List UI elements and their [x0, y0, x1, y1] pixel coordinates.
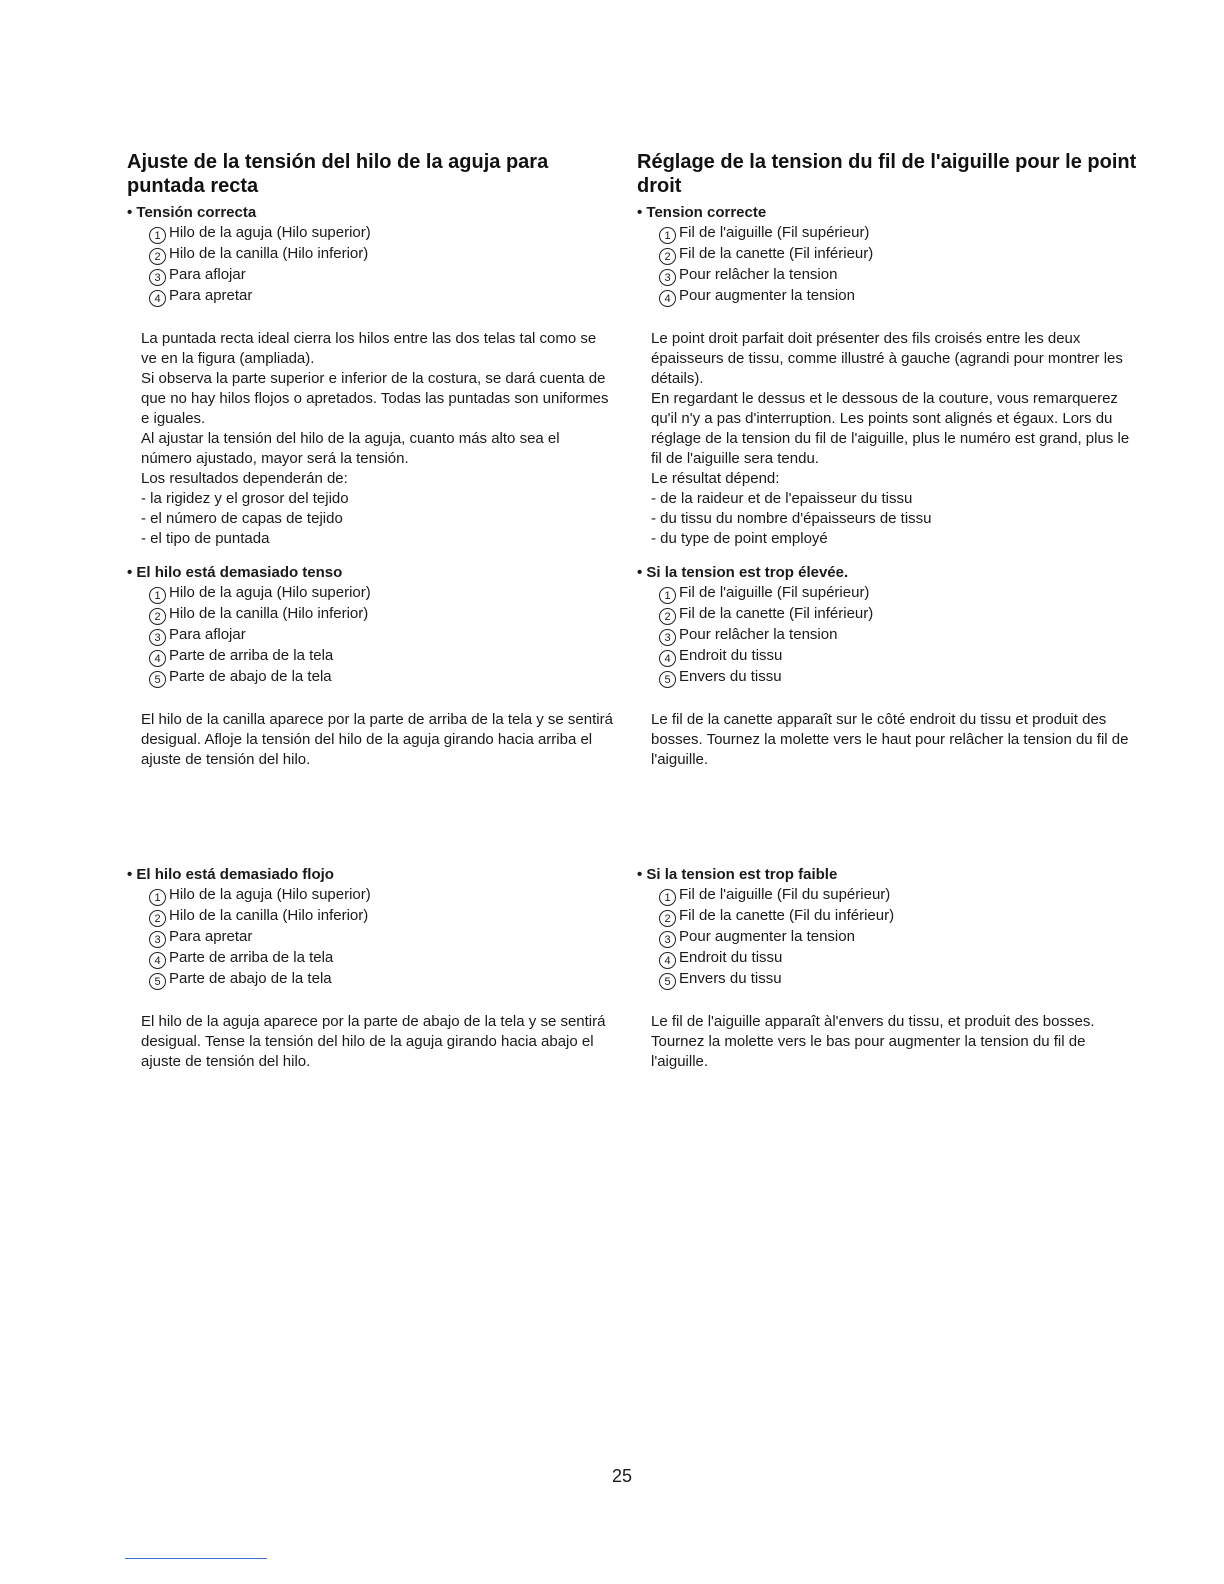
- item-label: Endroit du tissu: [679, 949, 783, 966]
- circled-number: 5: [659, 973, 676, 990]
- subheading-correct-tension-es: • Tensión correcta: [127, 204, 257, 221]
- item-label: Envers du tissu: [679, 970, 782, 987]
- item-label: Hilo de la aguja (Hilo superior): [169, 886, 371, 903]
- circled-number: 2: [659, 248, 676, 265]
- item-label: Hilo de la canilla (Hilo inferior): [169, 605, 369, 622]
- item-label: Hilo de la canilla (Hilo inferior): [169, 245, 369, 262]
- item-label: Hilo de la aguja (Hilo superior): [169, 224, 371, 241]
- circled-number: 3: [659, 269, 676, 286]
- item-label: Para aflojar: [169, 626, 246, 643]
- circled-number: 4: [149, 290, 166, 307]
- footer-divider: [125, 1558, 267, 1559]
- list-item: [149, 265, 627, 286]
- list-item: [149, 223, 627, 244]
- item-label: Para apretar: [169, 287, 253, 304]
- item-label: Fil de l'aiguille (Fil du supérieur): [679, 886, 891, 903]
- item-label: Fil de l'aiguille (Fil supérieur): [679, 584, 870, 601]
- circled-number: 5: [659, 671, 676, 688]
- list-item: [659, 885, 1137, 906]
- list-item: [659, 927, 1137, 948]
- item-label: Fil de la canette (Fil inférieur): [679, 605, 874, 622]
- list-item: [659, 646, 1137, 667]
- item-list: [127, 583, 627, 688]
- list-item: [659, 625, 1137, 646]
- item-list: [637, 223, 1137, 307]
- subheading-correct-tension-fr: • Tension correcte: [637, 204, 767, 221]
- list-item: [149, 286, 627, 307]
- circled-number: 2: [149, 608, 166, 625]
- circled-number: 1: [149, 227, 166, 244]
- item-label: Hilo de la canilla (Hilo inferior): [169, 907, 369, 924]
- paragraph-too-low-fr: Le fil de l'aiguille apparaît àl'envers du tissu, et produit des bosses. Tournez la molette vers le bas pour augmenter la tension du fil de l'aiguille.: [651, 1013, 1095, 1070]
- column-spanish: [127, 150, 627, 1070]
- subheading-too-low-fr: • Si la tension est trop faible: [637, 866, 838, 883]
- item-label: Envers du tissu: [679, 668, 782, 685]
- list-item: [659, 969, 1137, 990]
- circled-number: 5: [149, 973, 166, 990]
- circled-number: 3: [659, 931, 676, 948]
- item-label: Para apretar: [169, 928, 253, 945]
- circled-number: 2: [149, 910, 166, 927]
- circled-number: 2: [659, 608, 676, 625]
- list-item: [659, 948, 1137, 969]
- list-item: [149, 583, 627, 604]
- list-item: [659, 286, 1137, 307]
- item-list: [127, 885, 627, 990]
- list-item: [149, 244, 627, 265]
- circled-number: 3: [659, 629, 676, 646]
- column-french: [637, 150, 1137, 1070]
- list-item: [149, 604, 627, 625]
- subheading-too-high-fr: • Si la tension est trop élevée.: [637, 564, 849, 581]
- section-too-tight-es: [127, 563, 627, 770]
- section-correct-tension-fr: [637, 203, 1137, 549]
- item-label: Pour augmenter la tension: [679, 287, 855, 304]
- item-label: Fil de la canette (Fil du inférieur): [679, 907, 895, 924]
- circled-number: 3: [149, 931, 166, 948]
- subheading-too-tight-es: • El hilo está demasiado tenso: [127, 564, 343, 581]
- list-item: [659, 667, 1137, 688]
- section-title-fr: Réglage de la tension du fil de l'aiguille pour le point droit: [637, 151, 1137, 197]
- section-correct-tension-es: [127, 203, 627, 549]
- list-item: [149, 969, 627, 990]
- circled-number: 5: [149, 671, 166, 688]
- item-list: [637, 885, 1137, 990]
- circled-number: 3: [149, 629, 166, 646]
- list-item: [149, 667, 627, 688]
- item-label: Pour augmenter la tension: [679, 928, 855, 945]
- circled-number: 4: [659, 650, 676, 667]
- circled-number: 4: [149, 650, 166, 667]
- item-label: Parte de abajo de la tela: [169, 970, 332, 987]
- list-item: [659, 265, 1137, 286]
- list-item: [659, 244, 1137, 265]
- paragraph-correct-tension-fr: Le point droit parfait doit présenter des fils croisés entre les deux épaisseurs de tissu, comme illustré à gauche (agrandi pour montrer les détails). En regardant le dessus et le dessous de la couture, vous remarquerez qu'il n'y a pas d'interruption. Les points sont alignés et égaux. Lors du réglage de la tension du fil de l'aiguille, plus le numéro est grand, plus le fil de l'aiguille sera tendu. Le résultat dépend: - de la raideur et de l'epaisseur du tissu - du tissu du nombre d'épaisseurs de tissu - du type de point employé: [651, 330, 1130, 547]
- circled-number: 4: [149, 952, 166, 969]
- list-item: [659, 906, 1137, 927]
- item-label: Pour relâcher la tension: [679, 626, 838, 643]
- section-too-high-fr: [637, 563, 1137, 770]
- item-label: Fil de l'aiguille (Fil supérieur): [679, 224, 870, 241]
- item-label: Pour relâcher la tension: [679, 266, 838, 283]
- paragraph-correct-tension-es: La puntada recta ideal cierra los hilos entre las dos telas tal como se ve en la figura (ampliada). Si observa la parte superior e inferior de la costura, se dará cuenta de que no hay hilos flojos o apretados. Todas las puntadas son uniformes e iguales. Al ajustar la tensión del hilo de la aguja, cuanto más alto sea el número ajustado, mayor será la tensión. Los resultados dependerán de: - la rigidez y el grosor del tejido - el número de capas de tejido - el tipo de puntada: [141, 330, 609, 547]
- item-list: [637, 583, 1137, 688]
- circled-number: 1: [149, 889, 166, 906]
- page-number: 25: [612, 1466, 633, 1486]
- circled-number: 4: [659, 290, 676, 307]
- section-too-low-fr: [637, 865, 1137, 1072]
- section-title-es: Ajuste de la tensión del hilo de la aguja para puntada recta: [127, 151, 549, 197]
- circled-number: 4: [659, 952, 676, 969]
- item-label: Endroit du tissu: [679, 647, 783, 664]
- paragraph-too-loose-es: El hilo de la aguja aparece por la parte de abajo de la tela y se sentirá desigual. Tense la tensión del hilo de la aguja girando hacia abajo el ajuste de tensión del hilo.: [141, 1013, 606, 1070]
- list-item: [149, 885, 627, 906]
- list-item: [149, 948, 627, 969]
- paragraph-too-tight-es: El hilo de la canilla aparece por la parte de arriba de la tela y se sentirá desigual. Afloje la tensión del hilo de la aguja girando hacia arriba el ajuste de tensión del hilo.: [141, 711, 613, 768]
- list-item: [659, 223, 1137, 244]
- circled-number: 1: [149, 587, 166, 604]
- circled-number: 2: [659, 910, 676, 927]
- circled-number: 1: [659, 227, 676, 244]
- item-label: Fil de la canette (Fil inférieur): [679, 245, 874, 262]
- list-item: [149, 906, 627, 927]
- paragraph-too-high-fr: Le fil de la canette apparaît sur le côté endroit du tissu et produit des bosses. Tournez la molette vers le haut pour relâcher la tension du fil de l'aiguille.: [651, 711, 1129, 768]
- list-item: [659, 583, 1137, 604]
- circled-number: 1: [659, 587, 676, 604]
- circled-number: 2: [149, 248, 166, 265]
- item-list: [127, 223, 627, 307]
- subheading-too-loose-es: • El hilo está demasiado flojo: [127, 866, 334, 883]
- list-item: [149, 927, 627, 948]
- item-label: Hilo de la aguja (Hilo superior): [169, 584, 371, 601]
- list-item: [149, 625, 627, 646]
- item-label: Parte de arriba de la tela: [169, 949, 334, 966]
- list-item: [149, 646, 627, 667]
- circled-number: 1: [659, 889, 676, 906]
- section-too-loose-es: [127, 865, 627, 1072]
- circled-number: 3: [149, 269, 166, 286]
- list-item: [659, 604, 1137, 625]
- item-label: Parte de abajo de la tela: [169, 668, 332, 685]
- item-label: Parte de arriba de la tela: [169, 647, 334, 664]
- item-label: Para aflojar: [169, 266, 246, 283]
